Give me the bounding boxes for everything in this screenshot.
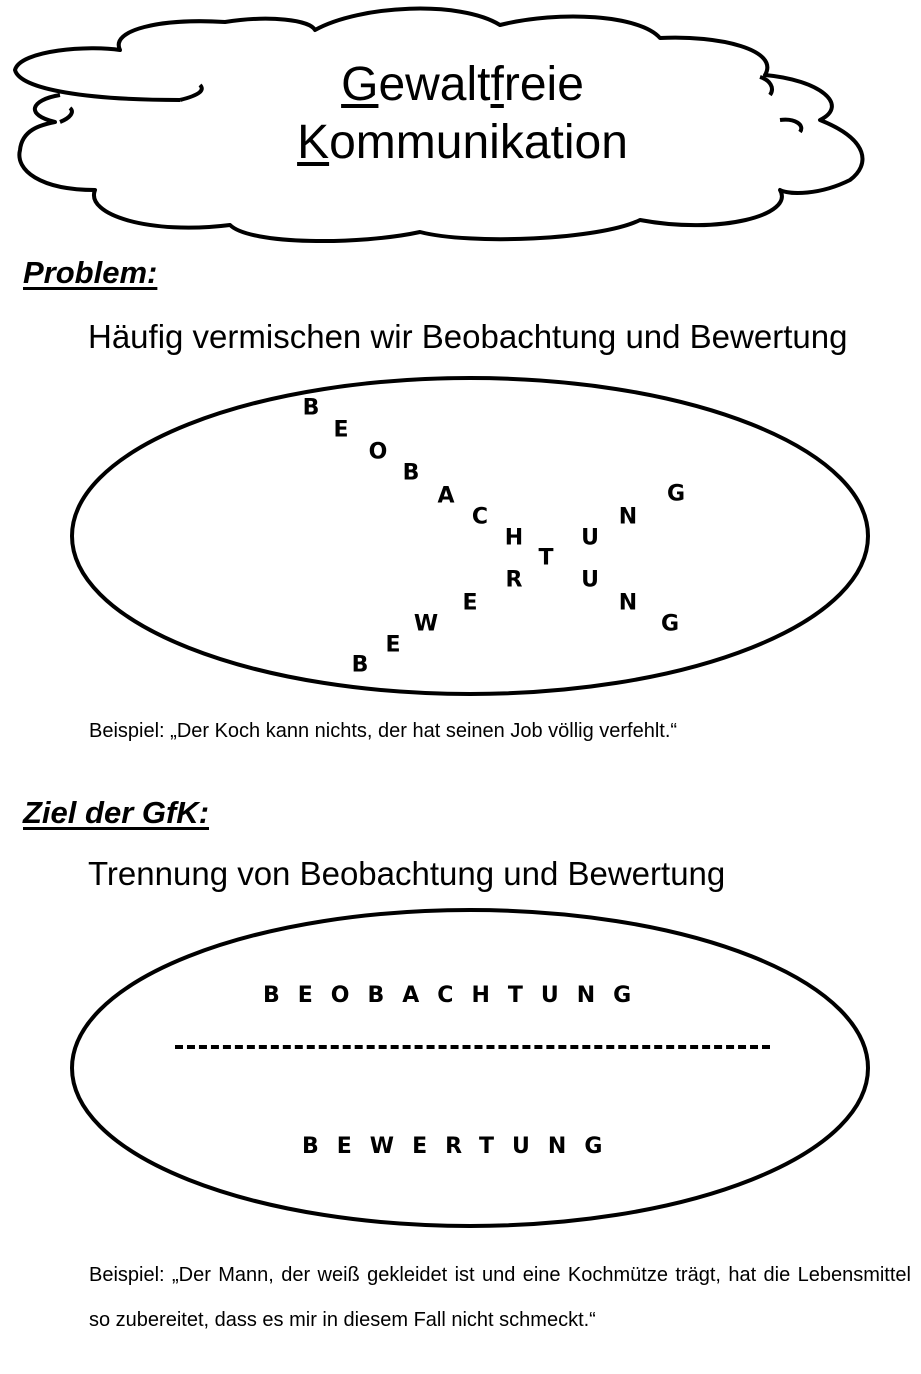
- title-text-part: reie: [503, 58, 584, 111]
- beobachtung-letter: E: [333, 417, 349, 443]
- beobachtung-letter: B: [302, 395, 320, 421]
- problem-ellipse: [72, 378, 868, 694]
- title-text-part: ommunikation: [329, 116, 628, 169]
- bewertung-letter: U: [581, 567, 599, 593]
- bewertung-letter: E: [385, 632, 401, 658]
- beobachtung-letter: C: [471, 504, 489, 530]
- goal-example: Beispiel: „Der Mann, der weiß gekleidet ist und eine Kochmütze trägt, hat die Lebensmittel so zubereitet, dass es mir in diesem Fall nicht schmeckt.“: [89, 1264, 911, 1331]
- bewertung-letter: G: [660, 611, 680, 637]
- beobachtung-letter: A: [437, 483, 455, 509]
- bewertung-letter: R: [505, 567, 523, 593]
- beobachtung-letter: T: [538, 545, 554, 571]
- title-initial-k: K: [297, 116, 330, 169]
- title-initial-f: f: [490, 58, 504, 111]
- goal-heading: Ziel der GfK:: [23, 795, 210, 830]
- problem-example: Beispiel: „Der Koch kann nichts, der hat seinen Job völlig verfehlt.“: [89, 720, 678, 742]
- word-beobachtung: BEOBACHTUNG: [263, 983, 650, 1008]
- bewertung-letter: W: [413, 611, 439, 637]
- bewertung-letter: B: [351, 652, 369, 678]
- beobachtung-letter: U: [581, 525, 599, 551]
- word-bewertung: BEWERTUNG: [302, 1134, 621, 1159]
- bewertung-letter: E: [462, 590, 478, 616]
- separator-dashed-line: [175, 1045, 770, 1049]
- beobachtung-letter: G: [666, 481, 686, 507]
- beobachtung-letter: B: [402, 460, 420, 486]
- beobachtung-letter: N: [618, 504, 638, 530]
- beobachtung-letter: H: [504, 525, 524, 551]
- problem-heading: Problem:: [23, 255, 158, 290]
- goal-text: Trennung von Beobachtung und Bewertung: [88, 855, 726, 892]
- problem-text: Häufig vermischen wir Beobachtung und Bewertung: [88, 318, 848, 355]
- goal-ellipse: [72, 910, 868, 1226]
- title-text-part: ewalt: [378, 58, 491, 111]
- title-initial-g: G: [341, 58, 379, 111]
- beobachtung-letter: O: [368, 439, 388, 465]
- bewertung-letter: N: [618, 590, 638, 616]
